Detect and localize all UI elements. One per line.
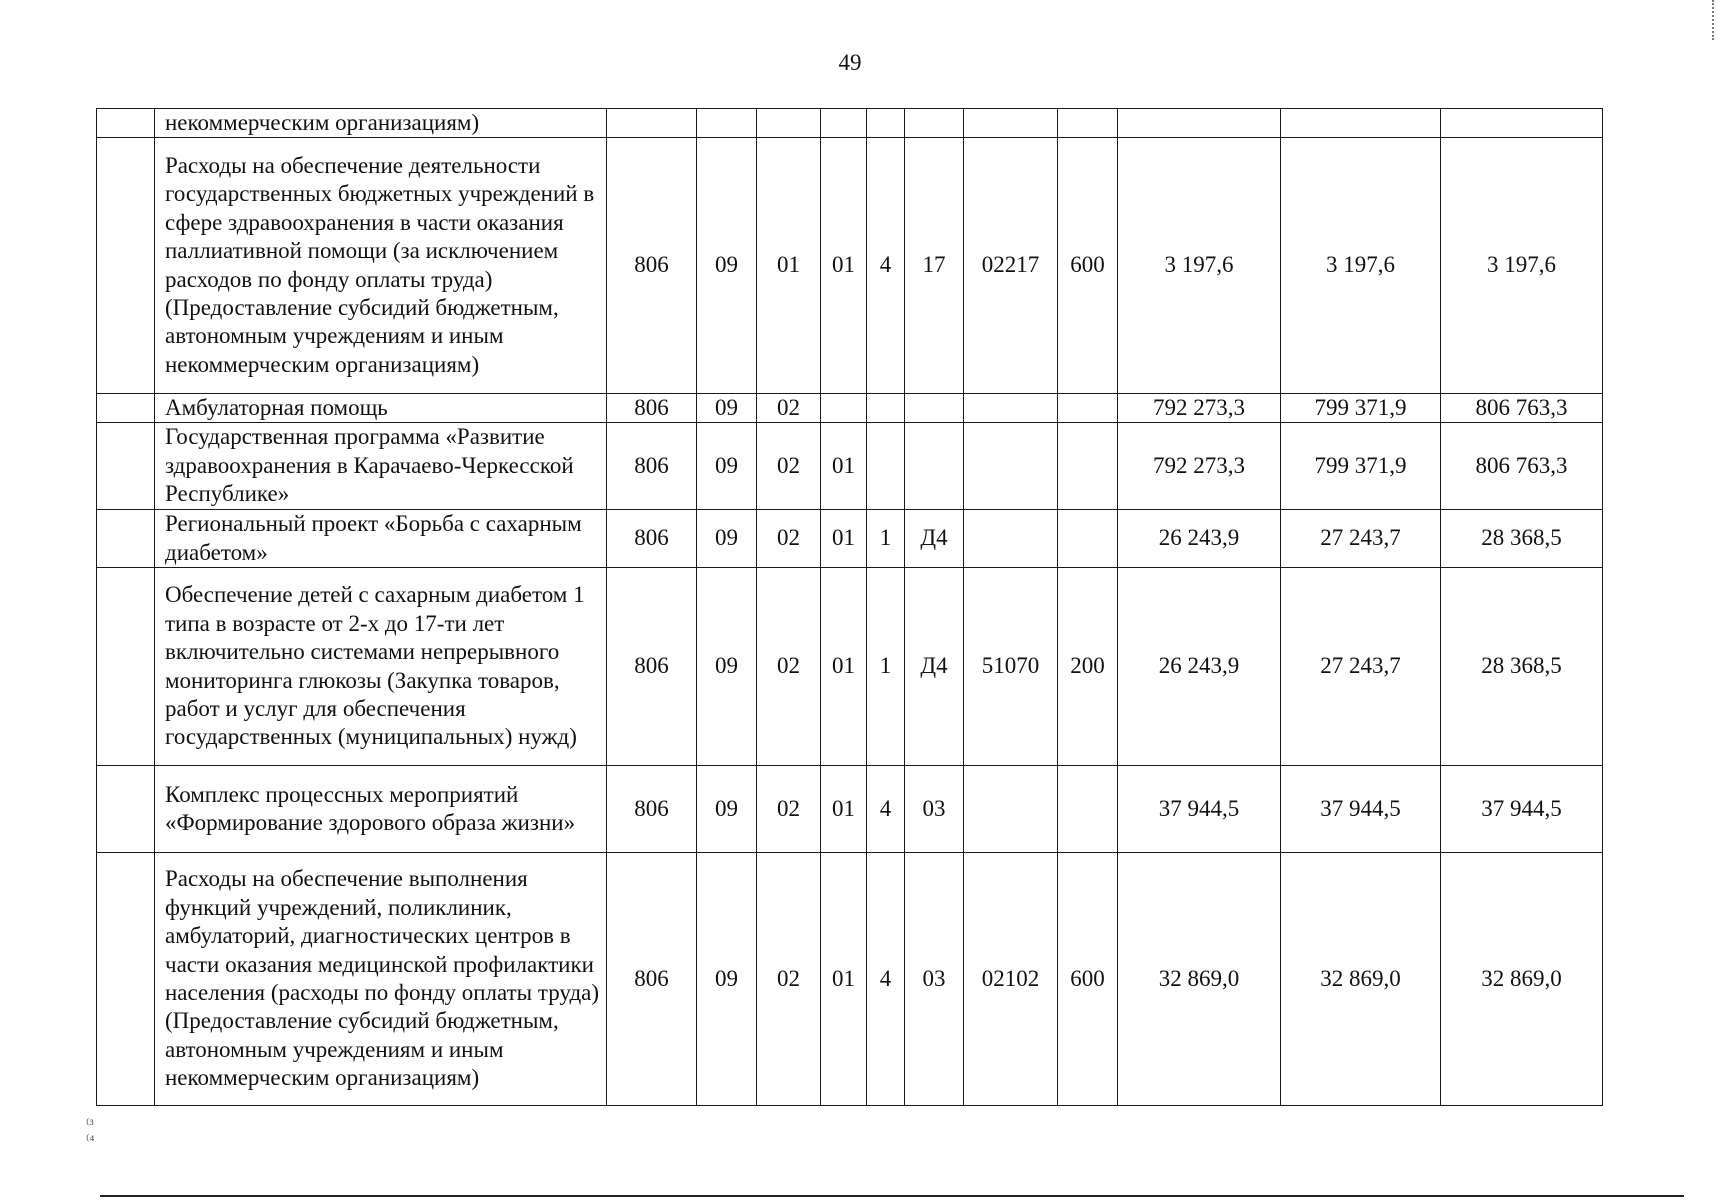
ved-cell: 806 (607, 510, 697, 568)
subprogram-cell (867, 423, 905, 510)
program-cell: 01 (821, 138, 867, 394)
subsection-cell (757, 109, 821, 138)
table-row (97, 853, 1603, 1106)
main-event-cell (905, 109, 964, 138)
subsection-cell: 02 (757, 394, 821, 423)
ved-cell: 806 (607, 766, 697, 853)
table-row (97, 510, 1603, 568)
ved-cell: 806 (607, 394, 697, 423)
program-cell: 01 (821, 766, 867, 853)
ved-cell: 806 (607, 423, 697, 510)
row-name: Амбулаторная помощь (155, 394, 607, 423)
table-row (97, 394, 1603, 423)
row-name: Комплекс процессных мероприятий «Формирование здорового образа жизни» (155, 766, 607, 853)
program-cell: 01 (821, 853, 867, 1106)
section-cell: 09 (697, 568, 757, 766)
main-event-cell (905, 394, 964, 423)
subsection-cell: 02 (757, 423, 821, 510)
amount-year1: 32 869,0 (1118, 853, 1281, 1106)
table-row (97, 568, 1603, 766)
direction-cell (964, 423, 1058, 510)
page-number: 49 (838, 50, 862, 75)
amount-year1: 3 197,6 (1118, 138, 1281, 394)
subprogram-cell: 1 (867, 510, 905, 568)
amount-year2 (1281, 109, 1441, 138)
amount-year3: 28 368,5 (1441, 510, 1603, 568)
amount-year3: 37 944,5 (1441, 766, 1603, 853)
row-name: Расходы на обеспечение деятельности государственных бюджетных учреждений в сфере здравоохранения в части оказания паллиативной помощи (за исключением расходов по фонду оплаты труда) (Предоставление субсидий бюджетным, автономным учреждениям и иным некоммерческим организациям) (155, 138, 607, 394)
row-index-cell (97, 510, 155, 568)
subprogram-cell: 4 (867, 766, 905, 853)
subprogram-cell: 4 (867, 853, 905, 1106)
main-event-cell: Д4 (905, 510, 964, 568)
row-index-cell (97, 423, 155, 510)
expense-type-cell: 200 (1058, 568, 1118, 766)
subprogram-cell (867, 394, 905, 423)
amount-year3: 3 197,6 (1441, 138, 1603, 394)
subsection-cell: 02 (757, 510, 821, 568)
expense-type-cell (1058, 394, 1118, 423)
amount-year3 (1441, 109, 1603, 138)
direction-cell (964, 766, 1058, 853)
section-cell: 09 (697, 510, 757, 568)
amount-year3: 28 368,5 (1441, 568, 1603, 766)
main-event-cell: 03 (905, 853, 964, 1106)
row-index-cell (97, 568, 155, 766)
program-cell (821, 394, 867, 423)
ved-cell (607, 109, 697, 138)
expense-type-cell (1058, 510, 1118, 568)
subsection-cell: 02 (757, 568, 821, 766)
amount-year2: 27 243,7 (1281, 568, 1441, 766)
program-cell (821, 109, 867, 138)
section-cell: 09 (697, 853, 757, 1106)
ved-cell: 806 (607, 138, 697, 394)
subprogram-cell: 4 (867, 138, 905, 394)
section-cell: 09 (697, 423, 757, 510)
program-cell: 01 (821, 568, 867, 766)
main-event-cell: 03 (905, 766, 964, 853)
section-cell (697, 109, 757, 138)
scan-edge-mark (1712, 0, 1716, 40)
direction-cell (964, 109, 1058, 138)
amount-year1: 37 944,5 (1118, 766, 1281, 853)
amount-year1: 26 243,9 (1118, 568, 1281, 766)
direction-cell (964, 510, 1058, 568)
amount-year2: 799 371,9 (1281, 394, 1441, 423)
direction-cell (964, 394, 1058, 423)
expense-type-cell: 600 (1058, 138, 1118, 394)
expense-type-cell (1058, 766, 1118, 853)
main-event-cell: Д4 (905, 568, 964, 766)
amount-year3: 32 869,0 (1441, 853, 1603, 1106)
budget-table (96, 108, 1603, 1106)
row-index-cell (97, 109, 155, 138)
row-name: Государственная программа «Развитие здравоохранения в Карачаево-Черкесской Республике» (155, 423, 607, 510)
subprogram-cell: 1 (867, 568, 905, 766)
expense-type-cell (1058, 109, 1118, 138)
table-row (97, 423, 1603, 510)
subprogram-cell (867, 109, 905, 138)
ved-cell: 806 (607, 853, 697, 1106)
table-row (97, 766, 1603, 853)
expense-type-cell (1058, 423, 1118, 510)
amount-year1: 26 243,9 (1118, 510, 1281, 568)
row-name: Региональный проект «Борьба с сахарным диабетом» (155, 510, 607, 568)
section-cell: 09 (697, 766, 757, 853)
direction-cell: 02217 (964, 138, 1058, 394)
main-event-cell: 17 (905, 138, 964, 394)
main-event-cell (905, 423, 964, 510)
amount-year2: 27 243,7 (1281, 510, 1441, 568)
amount-year2: 3 197,6 (1281, 138, 1441, 394)
amount-year2: 37 944,5 (1281, 766, 1441, 853)
amount-year1: 792 273,3 (1118, 423, 1281, 510)
subsection-cell: 02 (757, 853, 821, 1106)
section-cell: 09 (697, 394, 757, 423)
direction-cell: 02102 (964, 853, 1058, 1106)
amount-year1 (1118, 109, 1281, 138)
row-index-cell (97, 766, 155, 853)
amount-year2: 799 371,9 (1281, 423, 1441, 510)
table-row (97, 109, 1603, 138)
bottom-rule (100, 1195, 1684, 1197)
amount-year3: 806 763,3 (1441, 423, 1603, 510)
row-name: Обеспечение детей с сахарным диабетом 1 типа в возрасте от 2-х до 17-ти лет включительно системами непрерывного мониторинга глюкозы (Закупка товаров, работ и услуг для обеспечения государственных (муниципальных) нужд) (155, 568, 607, 766)
row-name: некоммерческим организациям) (155, 109, 607, 138)
subsection-cell: 02 (757, 766, 821, 853)
program-cell: 01 (821, 423, 867, 510)
row-index-cell (97, 853, 155, 1106)
section-cell: 09 (697, 138, 757, 394)
amount-year3: 806 763,3 (1441, 394, 1603, 423)
program-cell: 01 (821, 510, 867, 568)
table-row (97, 138, 1603, 394)
row-index-cell (97, 394, 155, 423)
subsection-cell: 01 (757, 138, 821, 394)
ved-cell: 806 (607, 568, 697, 766)
row-name: Расходы на обеспечение выполнения функций учреждений, поликлиник, амбулаторий, диагностических центров в части оказания медицинской профилактики населения (расходы по фонду оплаты труда) (Предоставление субсидий бюджетным, автономным учреждениям и иным некоммерческим организациям) (155, 853, 607, 1106)
expense-type-cell: 600 (1058, 853, 1118, 1106)
row-index-cell (97, 138, 155, 394)
scan-margin-marks: ⁽³ ⁽⁴ (86, 1118, 95, 1149)
direction-cell: 51070 (964, 568, 1058, 766)
amount-year1: 792 273,3 (1118, 394, 1281, 423)
amount-year2: 32 869,0 (1281, 853, 1441, 1106)
